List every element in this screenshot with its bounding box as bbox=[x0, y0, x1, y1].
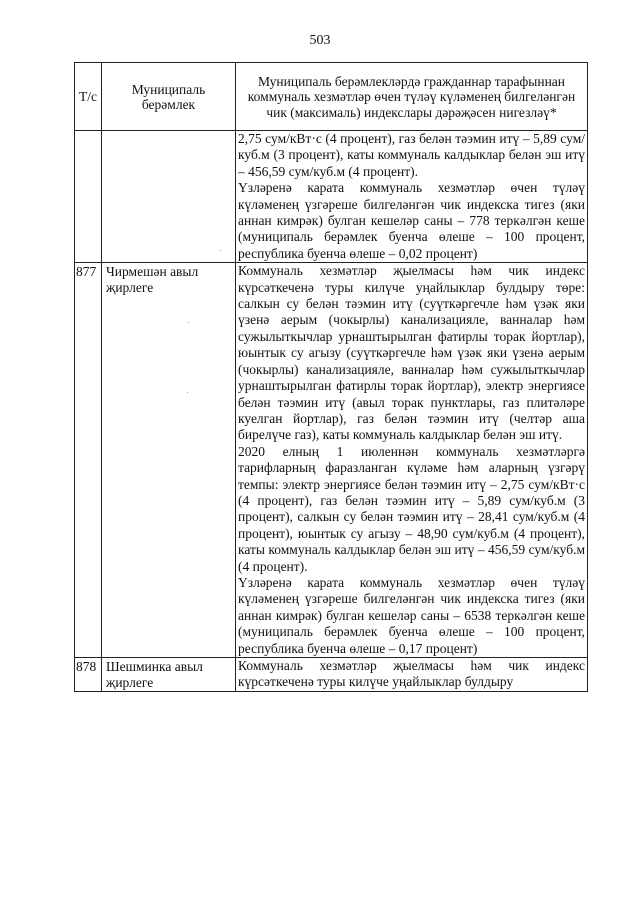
scan-speck bbox=[188, 322, 189, 323]
paragraph: 2,75 сум/кВт·с (4 процент), газ белән тәэмин итү – 5,89 сум/куб.м (3 процент), каты коммуналь калдыклар белән эш итү – 456,59 сум/куб.м (4 процент). bbox=[238, 131, 585, 179]
table-row bbox=[75, 263, 588, 658]
header-municipality: Муниципаль берәмлек bbox=[102, 63, 236, 131]
header-justification: Муниципаль берәмлекләрдә гражданнар тарафыннан коммуналь хезмәтләр өчен түләү күләменең билгеләнгән чик (максималь) индекслары дәрәҗәсен нигезләү* bbox=[236, 63, 588, 131]
scan-speck bbox=[187, 392, 188, 393]
row-number bbox=[75, 131, 102, 263]
paragraph: Үзләренә карата коммуналь хезмәтләр өчен түләү күләменең үзгәреше билгеләнгән чик индекска тигез (яки аннан кимрәк) булган кешеләр саны – 778 теркәлгән кеше (муниципаль берәмлек буенча өлеше – 100 процент, республика буенча өлеше – 0,02 процент) bbox=[238, 180, 585, 261]
tariff-table bbox=[74, 62, 588, 692]
scan-speck bbox=[220, 250, 221, 251]
paragraph: Коммуналь хезмәтләр җыелмасы һәм чик индекс күрсәткеченә туры килүче уңайлыклар булдыру төре: салкын су белән тәэмин итү (суүткәргечле һәм үзәк яки үзенә аерым (чокырлы) канализацияле, ванналар һәм сужылыткычлар урнаштырылган фатирлы торак йортлар), юынтык су агызу (суүткәргечле һәм үзәк яки үзенә аерым (чокырлы) канализацияле, ванналар һәм сужылыткычлар урнаштырылган фатирлы торак йортлар), электр энергиясе белән тәэмин итү (авыл торак пунктлары, газ плитәләре куелган йортлар), газ белән тәэмин итү (челтәр аша бирелүче газ), каты коммуналь калдыклар белән эш итү. bbox=[238, 263, 585, 443]
paragraph: 2020 елның 1 июленнән коммуналь хезмәтләргә тарифларның фаразланган күләме һәм аларның үзгәрү темпы: электр энергиясе белән тәэмин итү – 2,75 сум/кВт·с (4 процент), газ белән тәэмин итү – 5,89 сум/куб.м (3 процент), салкын су белән тәэмин итү – 28,41 сум/куб.м (4 процент), юынтык су агызу – 48,90 сум/куб.м (4 процент), каты коммуналь калдыклар белән эш итү – 456,59 сум/куб.м (4 процент). bbox=[238, 443, 585, 574]
row-municipality bbox=[102, 131, 236, 263]
page-number: 503 bbox=[309, 33, 331, 48]
row-number: 878 bbox=[75, 658, 102, 692]
row-text bbox=[236, 658, 588, 692]
table-row bbox=[75, 131, 588, 263]
header-number: Т/с bbox=[75, 63, 102, 131]
row-number: 877 bbox=[75, 263, 102, 658]
row-text bbox=[236, 131, 588, 263]
table-header-row bbox=[75, 63, 588, 131]
row-text bbox=[236, 263, 588, 658]
table-row bbox=[75, 658, 588, 692]
paragraph: Үзләренә карата коммуналь хезмәтләр өчен түләү күләменең үзгәреше билгеләнгән чик индекска тигез (яки аннан кимрәк) булган кешеләр саны – 6538 теркәлгән кеше (муниципаль берәмлек буенча өлеше – 100 процент, республика буенча өлеше – 0,17 процент) bbox=[238, 574, 585, 656]
row-municipality: Чирмешән авыл җирлеге bbox=[102, 263, 236, 658]
row-municipality: Шешминка авыл җирлеге bbox=[102, 658, 236, 692]
paragraph: Коммуналь хезмәтләр җыелмасы һәм чик индекс күрсәткеченә туры килүче уңайлыклар булдыру bbox=[238, 658, 585, 690]
